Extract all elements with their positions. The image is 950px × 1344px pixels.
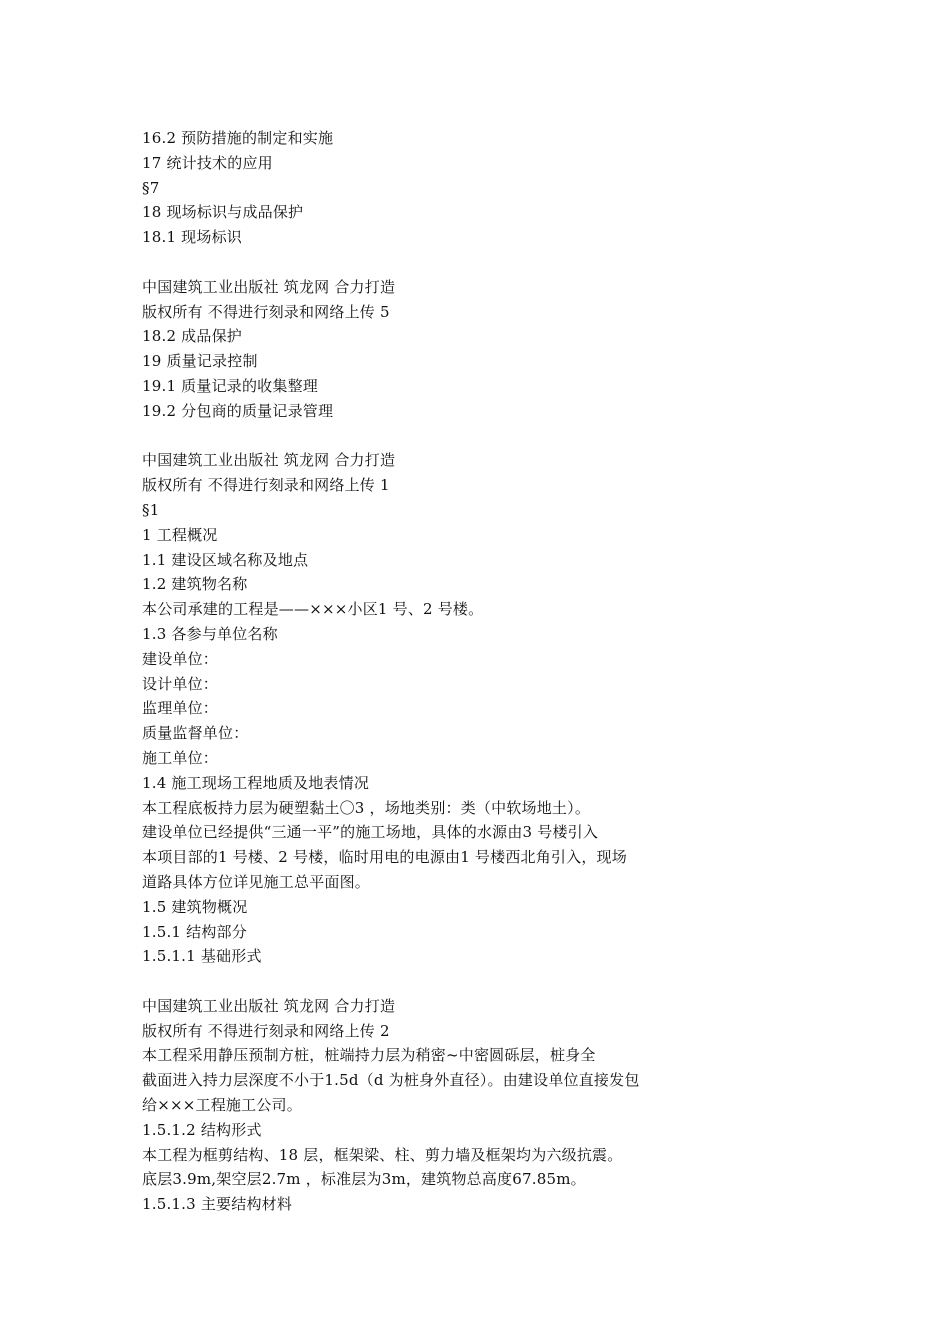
text-line: 1 工程概况	[142, 525, 218, 544]
text-line: §1	[142, 500, 160, 519]
footer-copyright-line: 版权所有 不得进行刻录和网络上传 5	[142, 302, 390, 321]
text-line: 1.5.1.2 结构形式	[142, 1120, 262, 1139]
text-line: 施工单位：	[142, 748, 219, 767]
blank-line	[142, 424, 902, 449]
text-line: 本工程底板持力层为硬塑黏土〇3 ，场地类别：类（中软场地土）。	[142, 798, 591, 817]
text-line: 1.5.1 结构部分	[142, 922, 247, 941]
text-line: 建设单位已经提供“三通一平”的施工场地，具体的水源由3 号楼引入	[142, 823, 599, 842]
text-line: 1.5.1.1 基础形式	[142, 947, 262, 966]
blank-line	[142, 969, 902, 994]
text-line: 本公司承建的工程是——×××小区1 号、2 号楼。	[142, 600, 484, 619]
text-line: 道路具体方位详见施工总平面图。	[142, 872, 371, 891]
text-line: 1.4 施工现场工程地质及地表情况	[142, 773, 370, 792]
text-line: 1.3 各参与单位名称	[142, 624, 278, 643]
text-line: 1.1 建设区域名称及地点	[142, 550, 309, 569]
footer-copyright-line: 版权所有 不得进行刻录和网络上传 1	[142, 476, 390, 495]
footer-publisher-line: 中国建筑工业出版社 筑龙网 合力打造	[142, 451, 396, 470]
text-line: 给×××工程施工公司。	[142, 1096, 302, 1115]
text-line: 设计单位：	[142, 674, 219, 693]
text-line: §7	[142, 178, 160, 197]
text-line: 本工程采用静压预制方桩，桩端持力层为稍密~中密圆砾层，桩身全	[142, 1046, 596, 1065]
text-line: 1.5 建筑物概况	[142, 897, 248, 916]
text-line: 本项目部的1 号楼、2 号楼，临时用电的电源由1 号楼西北角引入，现场	[142, 848, 627, 867]
text-line: 质量监督单位：	[142, 724, 249, 743]
footer-publisher-line: 中国建筑工业出版社 筑龙网 合力打造	[142, 996, 396, 1015]
text-line: 18 现场标识与成品保护	[142, 203, 304, 222]
text-line: 建设单位：	[142, 649, 219, 668]
text-line: 17 统计技术的应用	[142, 153, 273, 172]
text-line: 19.1 质量记录的收集整理	[142, 376, 318, 395]
text-line: 截面进入持力层深度不小于1.5d（d 为桩身外直径）。由建设单位直接发包	[142, 1071, 640, 1090]
text-line: 18.1 现场标识	[142, 228, 242, 247]
footer-publisher-line: 中国建筑工业出版社 筑龙网 合力打造	[142, 277, 396, 296]
text-line: 底层3.9m,架空层2.7m ，标准层为3m，建筑物总高度67.85m。	[142, 1170, 586, 1189]
text-line: 18.2 成品保护	[142, 327, 242, 346]
text-line: 19.2 分包商的质量记录管理	[142, 401, 334, 420]
text-line: 1.2 建筑物名称	[142, 575, 248, 594]
blank-line	[142, 250, 902, 275]
text-line: 1.5.1.3 主要结构材料	[142, 1195, 293, 1214]
text-line: 19 质量记录控制	[142, 352, 258, 371]
document-page	[142, 126, 902, 1217]
text-line: 监理单位：	[142, 699, 219, 718]
text-line: 16.2 预防措施的制定和实施	[142, 129, 334, 147]
text-line: 本工程为框剪结构、18 层，框架梁、柱、剪力墙及框架均为六级抗震。	[142, 1145, 623, 1164]
footer-copyright-line: 版权所有 不得进行刻录和网络上传 2	[142, 1021, 390, 1040]
